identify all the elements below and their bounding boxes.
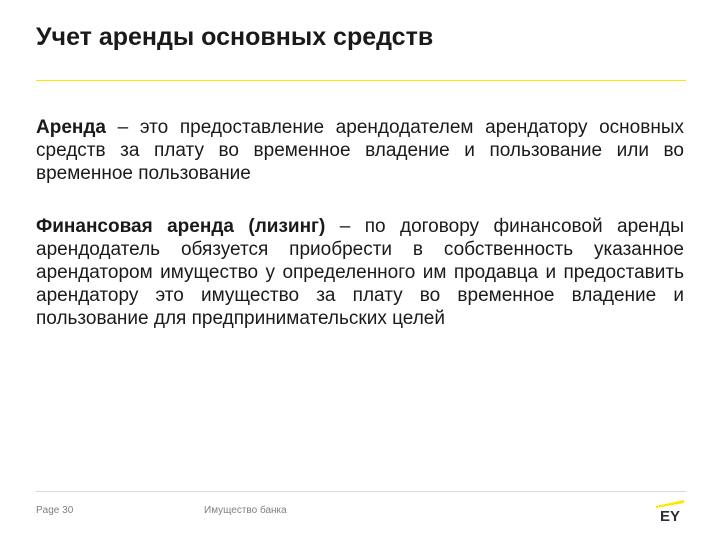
ey-logo-icon: [654, 500, 686, 522]
slide-content: [36, 116, 684, 330]
title-divider: [36, 80, 686, 81]
definition-lease: [36, 116, 684, 185]
page-number: Page 30: [36, 505, 74, 516]
definition-finance-lease-text: – по договору финансовой аренды арендодатель обязуется приобрести в собственность указанное арендатором имущество у определенного им продавца и предоставить арендатору это имущество за плату во временное владение и пользование для предпринимательских целей: [36, 216, 684, 329]
term-finance-lease: Финансовая аренда (лизинг): [36, 216, 326, 237]
footer-section-label: Имущество банка: [204, 505, 287, 516]
slide-title: Учет аренды основных средств: [36, 23, 434, 51]
ey-logo-accent: [656, 500, 684, 508]
term-lease: Аренда: [36, 117, 106, 138]
footer-divider: [36, 491, 686, 492]
definition-lease-text: – это предоставление арендодателем арендатору основных средств за плату во временное владение и пользование или во временное пользование: [36, 117, 684, 184]
definition-finance-lease: [36, 215, 684, 330]
ey-logo-text: EY: [659, 508, 681, 522]
